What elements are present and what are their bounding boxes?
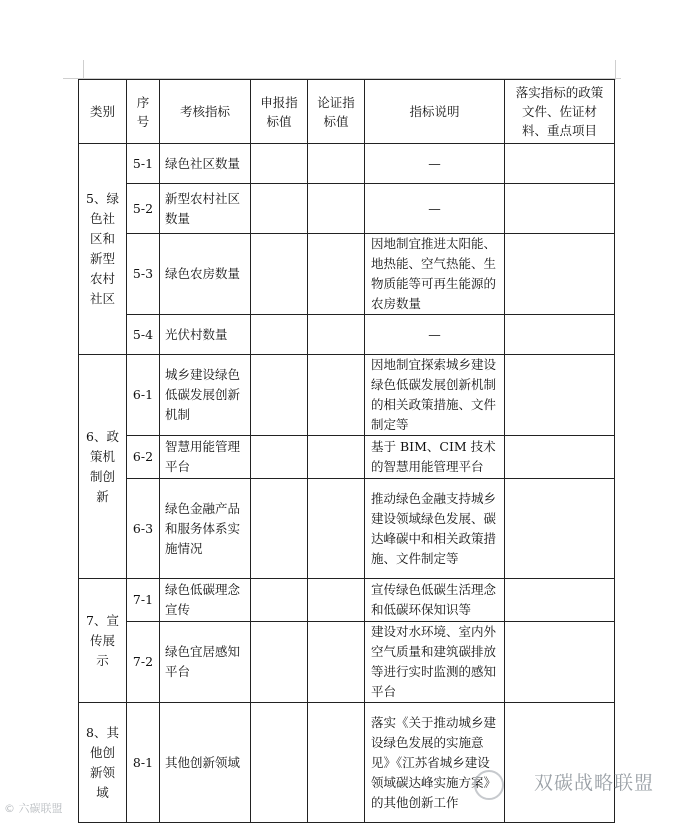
verified-value-cell[interactable] [308,479,365,579]
policy-docs-cell[interactable] [505,315,615,355]
explanation-cell: 建设对水环境、室内外空气质量和建筑碳排放等进行实时监测的感知平台 [365,622,505,703]
declared-value-cell[interactable] [251,144,308,184]
table-row [79,622,615,703]
indicator-cell: 绿色农房数量 [160,234,251,315]
indicator-cell: 绿色低碳理念宣传 [160,579,251,622]
indicator-cell: 绿色金融产品和服务体系实施情况 [160,479,251,579]
category-cell: 5、绿色社区和新型农村社区 [79,144,127,355]
table-row [79,144,615,184]
seq-cell: 6-1 [127,355,160,436]
declared-value-cell[interactable] [251,579,308,622]
table-row [79,479,615,579]
policy-docs-cell[interactable] [505,355,615,436]
declared-value-cell[interactable] [251,436,308,479]
indicator-cell: 绿色社区数量 [160,144,251,184]
declared-value-cell[interactable] [251,622,308,703]
policy-docs-cell[interactable] [505,703,615,823]
verified-value-cell[interactable] [308,144,365,184]
table-row [79,315,615,355]
verified-value-cell[interactable] [308,355,365,436]
verified-value-cell[interactable] [308,315,365,355]
category-cell: 7、宣传展示 [79,579,127,703]
policy-docs-cell[interactable] [505,436,615,479]
policy-docs-cell[interactable] [505,234,615,315]
indicator-cell: 新型农村社区数量 [160,184,251,234]
category-cell: 6、政策机制创新 [79,355,127,579]
header-verified-value: 论证指标值 [308,80,365,144]
seq-cell: 5-3 [127,234,160,315]
policy-docs-cell[interactable] [505,184,615,234]
category-cell: 8、其他创新领域 [79,703,127,823]
explanation-cell: 落实《关于推动城乡建设绿色发展的实施意见》《江苏省城乡建设领域碳达峰实施方案》的其他创新工作 [365,703,505,823]
seq-cell: 7-1 [127,579,160,622]
verified-value-cell[interactable] [308,436,365,479]
table-row [79,234,615,315]
seq-cell: 6-3 [127,479,160,579]
table-row [79,355,615,436]
page-margin-guide-left [83,60,84,80]
header-declared-value: 申报指标值 [251,80,308,144]
explanation-cell: 基于 BIM、CIM 技术的智慧用能管理平台 [365,436,505,479]
watermark-brand: 双碳战略联盟 [533,772,654,794]
policy-docs-cell[interactable] [505,479,615,579]
header-policy-docs: 落实指标的政策文件、佐证材料、重点项目 [505,80,615,144]
indicator-cell: 其他创新领域 [160,703,251,823]
watermark-corner: © 六碳联盟 [4,802,63,815]
verified-value-cell[interactable] [308,234,365,315]
explanation-cell: — [365,144,505,184]
verified-value-cell[interactable] [308,184,365,234]
page-margin-guide-right [615,60,616,80]
table-row [79,184,615,234]
table-row [79,436,615,479]
indicator-cell: 城乡建设绿色低碳发展创新机制 [160,355,251,436]
policy-docs-cell[interactable] [505,622,615,703]
indicator-table [78,79,615,823]
seq-cell: 7-2 [127,622,160,703]
table-row [79,579,615,622]
seq-cell: 5-1 [127,144,160,184]
policy-docs-cell[interactable] [505,579,615,622]
explanation-cell: 推动绿色金融支持城乡建设领域绿色发展、碳达峰碳中和相关政策措施、文件制定等 [365,479,505,579]
header-seq: 序号 [127,80,160,144]
seq-cell: 5-4 [127,315,160,355]
indicator-cell: 智慧用能管理平台 [160,436,251,479]
explanation-cell: 宣传绿色低碳生活理念和低碳环保知识等 [365,579,505,622]
verified-value-cell[interactable] [308,579,365,622]
explanation-cell: — [365,315,505,355]
seq-cell: 8-1 [127,703,160,823]
declared-value-cell[interactable] [251,479,308,579]
seq-cell: 6-2 [127,436,160,479]
header-explanation: 指标说明 [365,80,505,144]
verified-value-cell[interactable] [308,622,365,703]
explanation-cell: 因地制宜推进太阳能、地热能、空气热能、生物质能等可再生能源的农房数量 [365,234,505,315]
declared-value-cell[interactable] [251,355,308,436]
watermark-logo-icon [474,770,504,800]
header-indicator: 考核指标 [160,80,251,144]
indicator-cell: 光伏村数量 [160,315,251,355]
declared-value-cell[interactable] [251,234,308,315]
table-header-row [79,80,615,144]
explanation-cell: 因地制宜探索城乡建设绿色低碳发展创新机制的相关政策措施、文件制定等 [365,355,505,436]
declared-value-cell[interactable] [251,703,308,823]
declared-value-cell[interactable] [251,184,308,234]
verified-value-cell[interactable] [308,703,365,823]
policy-docs-cell[interactable] [505,144,615,184]
table-row [79,703,615,823]
indicator-cell: 绿色宜居感知平台 [160,622,251,703]
declared-value-cell[interactable] [251,315,308,355]
header-category: 类别 [79,80,127,144]
seq-cell: 5-2 [127,184,160,234]
explanation-cell: — [365,184,505,234]
